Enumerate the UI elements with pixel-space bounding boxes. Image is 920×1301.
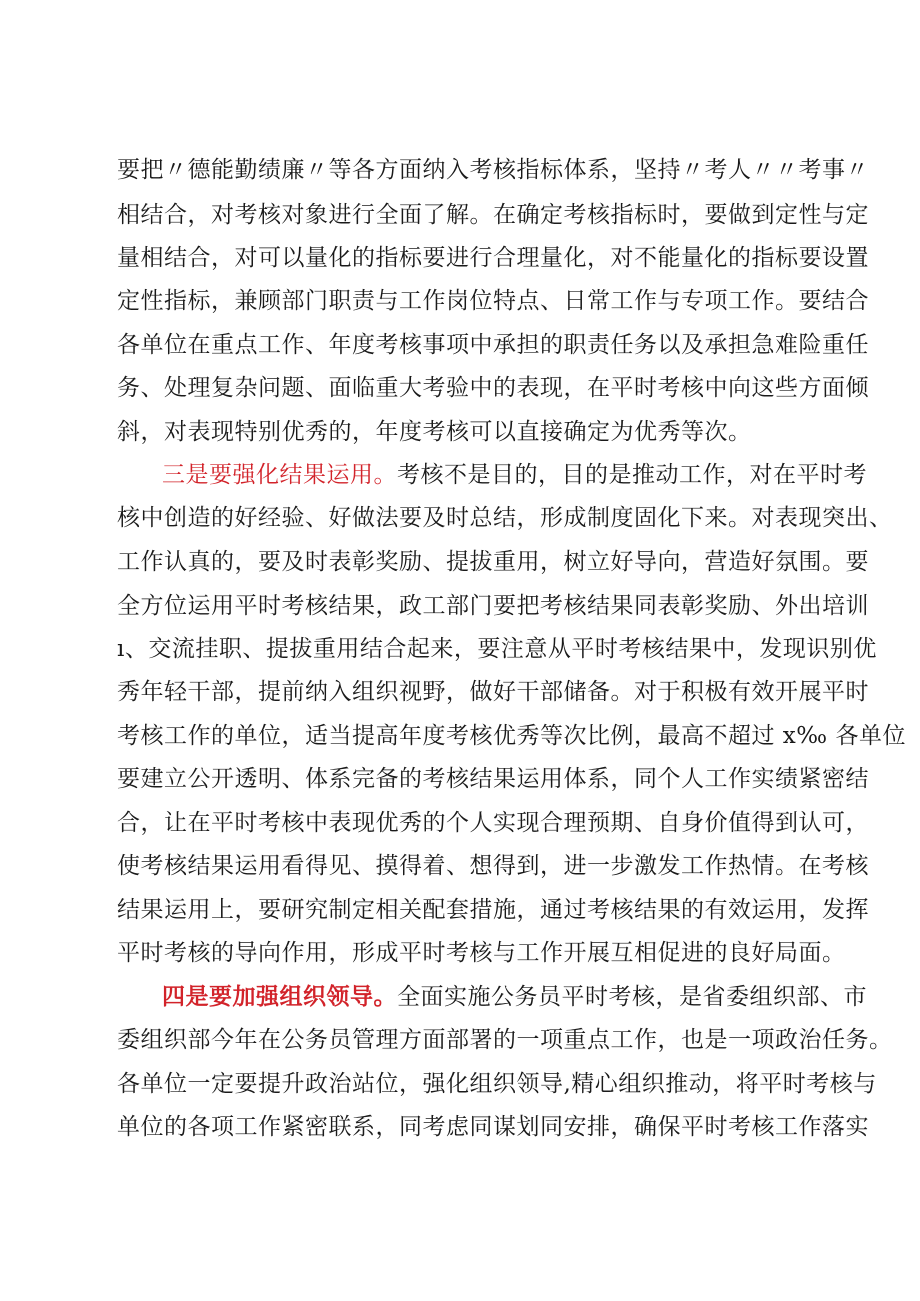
text-line: 委组织部今年在公务员管理方面部署的一项重点工作，也是一项政治任务。 <box>117 1027 893 1053</box>
text-line: 考核工作的单位，适当提高年度考核优秀等次比例，最高不超过 x‰ 各单位 <box>117 723 906 749</box>
section-heading-4: 四是要加强组织领导。 <box>162 984 397 1010</box>
text-line: 斜，对表现特别优秀的，年度考核可以直接确定为优秀等次。 <box>117 419 752 445</box>
text-line: 各单位在重点工作、年度考核事项中承担的职责任务以及承担急难险重任 <box>117 332 869 358</box>
text-line: 相结合，对考核对象进行全面了解。在确定考核指标时，要做到定性与定 <box>117 202 869 228</box>
text-line: 核中创造的好经验、好做法要及时总结，形成制度固化下来。对表现突出、 <box>117 505 893 531</box>
paragraph-first-line <box>162 455 867 495</box>
text-span: 考核不是目的，目的是推动工作，对在平时考 <box>397 462 867 488</box>
paragraph-first-line <box>162 977 867 1017</box>
text-line: 平时考核的导向作用，形成平时考核与工作开展互相促进的良好局面。 <box>117 940 846 966</box>
text-line: 使考核结果运用看得见、摸得着、想得到，进一步激发工作热情。在考核 <box>117 853 869 879</box>
text-line: 要建立公开透明、体系完备的考核结果运用体系，同个人工作实绩紧密结 <box>117 766 869 792</box>
text-line: 工作认真的，要及时表彰奖励、提拔重用，树立好导向，营造好氛围。要 <box>117 549 869 575</box>
text-line: 各单位一定要提升政治站位，强化组织领导,精心组织推动，将平时考核与 <box>117 1071 877 1097</box>
text-line: ı、交流挂职、提拔重用结合起来，要注意从平时考核结果中，发现识别优 <box>117 636 877 662</box>
section-heading-3: 三是要强化结果运用。 <box>162 462 397 488</box>
text-line: 全方位运用平时考核结果，政工部门要把考核结果同表彰奖励、外出培训 <box>117 593 869 619</box>
text-line: 务、处理复杂问题、面临重大考验中的表现，在平时考核中向这些方面倾 <box>117 375 869 401</box>
text-line: 量相结合，对可以量化的指标要进行合理量化，对不能量化的指标要设置 <box>117 245 869 271</box>
text-line: 结果运用上，要研究制定相关配套措施，通过考核结果的有效运用，发挥 <box>117 897 869 923</box>
text-line: 单位的各项工作紧密联系，同考虑同谋划同安排，确保平时考核工作落实 <box>117 1114 869 1140</box>
text-span: 全面实施公务员平时考核，是省委组织部、市 <box>397 984 867 1010</box>
text-line: 要把〃德能勤绩廉〃等各方面纳入考核指标体系，坚持〃考人〃〃考事〃 <box>117 157 869 183</box>
text-line: 定性指标，兼顾部门职责与工作岗位特点、日常工作与专项工作。要结合 <box>117 288 869 314</box>
text-line: 秀年轻干部，提前纳入组织视野，做好干部储备。对于积极有效开展平时 <box>117 679 869 705</box>
text-line: 合，让在平时考核中表现优秀的个人实现合理预期、自身价值得到认可， <box>117 810 869 836</box>
